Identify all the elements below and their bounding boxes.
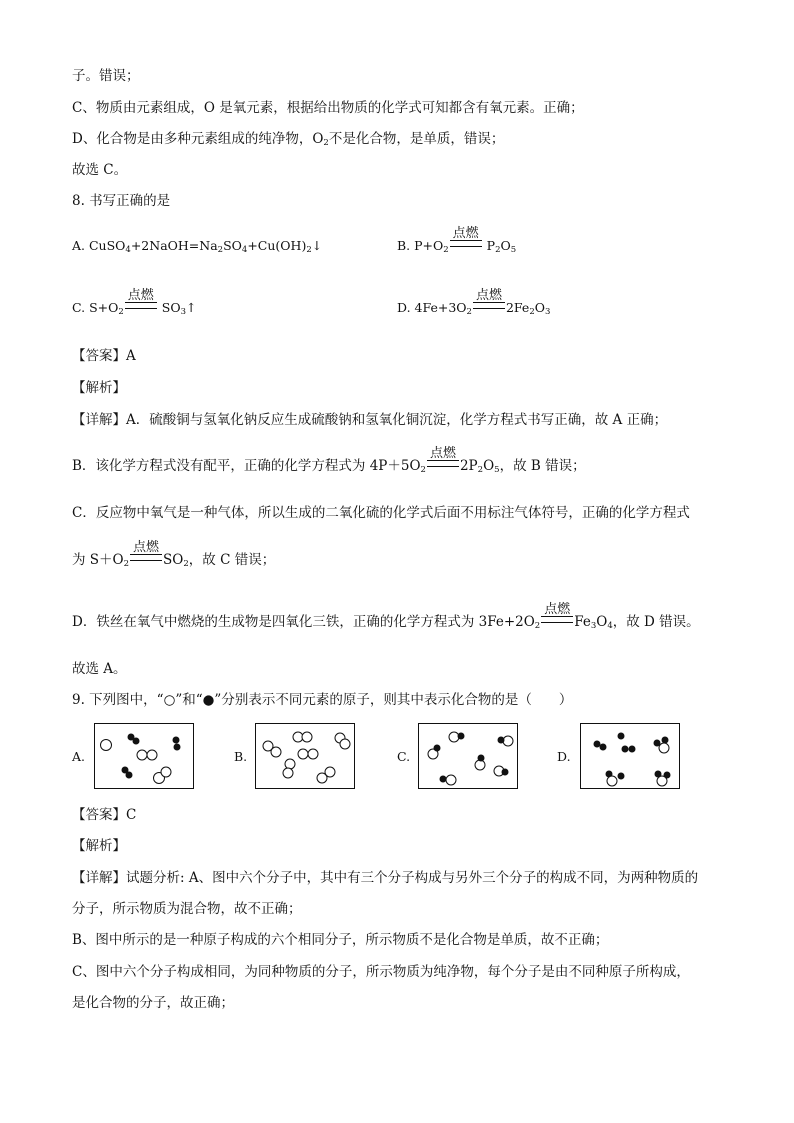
text-run: SO <box>163 552 184 568</box>
subscript: 3 <box>180 307 186 317</box>
condition-label: 点燃 <box>429 446 456 461</box>
reaction-condition <box>540 602 574 632</box>
text-run: +2NaOH=Na <box>130 238 218 253</box>
reaction-condition <box>472 288 506 315</box>
detail-line <box>72 446 586 480</box>
text-run: SO <box>161 300 181 315</box>
option-d <box>397 288 551 317</box>
detail-line: C．反应物中氧气是一种气体，所以生成的二氧化硫的化学式后面不用标注气体符号，正确的化学方程式 <box>72 505 690 521</box>
subscript: 2 <box>118 307 124 317</box>
condition-label: 点燃 <box>133 540 160 555</box>
text-run: ↑ <box>186 300 197 315</box>
text-run: D、化合物是由多种元素组成的纯净物，O <box>72 131 324 147</box>
subscript: 4 <box>241 245 248 255</box>
text-run: 不是化合物，是单质，错误； <box>328 131 505 147</box>
reaction-condition <box>449 226 483 253</box>
text-run: A. CuSO <box>72 238 126 253</box>
text-run: 2P <box>459 458 478 474</box>
option-b <box>397 226 517 255</box>
text-run: SO <box>223 238 242 253</box>
detail-line: 【详解】A．硫酸铜与氢氧化钠反应生成硫酸钠和氢氧化铜沉淀，化学方程式书写正确，故 A 正确； <box>72 412 668 428</box>
condition-label: 点燃 <box>475 288 502 303</box>
text-run: O <box>534 300 545 315</box>
text-run: ，故 B 错误； <box>499 458 586 474</box>
text-run: C. S+O <box>72 300 119 315</box>
detail-line <box>72 602 700 636</box>
reaction-condition <box>124 288 158 315</box>
text-run: P <box>486 238 496 253</box>
text-line: 故选 A。 <box>72 661 127 677</box>
text-run: B. P+O <box>397 238 444 253</box>
molecule-diagram <box>256 724 356 790</box>
equals-sign <box>473 302 505 309</box>
text-line <box>72 129 504 153</box>
subscript: 2 <box>466 307 472 317</box>
text-run: D. 4Fe+3O <box>397 300 467 315</box>
question-8-stem: 8. 书写正确的是 <box>72 193 171 209</box>
detail-line <box>72 540 276 574</box>
molecule-diagram-a <box>94 723 194 789</box>
option-label: B. <box>234 749 248 764</box>
option-a <box>72 238 322 255</box>
text-line: 故选 C。 <box>72 162 128 178</box>
condition-label: 点燃 <box>127 288 154 303</box>
molecule-diagram <box>581 724 689 790</box>
text-run: ↓ <box>311 238 323 253</box>
molecule-diagram-d <box>580 723 680 789</box>
subscript: 2 <box>420 465 426 475</box>
molecule-diagram-b <box>255 723 355 789</box>
equals-sign <box>125 302 157 309</box>
equals-sign <box>450 240 482 247</box>
detail-line: B、图中所示的是一种原子构成的六个相同分子，所示物质不是化合物是单质，故不正确； <box>72 932 609 948</box>
detail-line: 【详解】试题分析: A、图中六个分子中，其中有三个分子构成与另外三个分子的构成不同，为两种物质的 <box>72 870 699 886</box>
text-run: ，故 C 错误； <box>188 552 276 568</box>
option-label: D. <box>557 749 571 764</box>
subscript: 2 <box>529 307 535 317</box>
subscript: 2 <box>323 138 329 148</box>
reaction-condition <box>129 540 163 570</box>
detail-line: 是化合物的分子，故正确； <box>72 995 234 1011</box>
text-run: D．铁丝在氧气中燃烧的生成物是四氧化三铁，正确的化学方程式为 3Fe+2O <box>72 614 535 630</box>
molecule-diagram <box>419 724 519 790</box>
condition-label: 点燃 <box>544 602 571 617</box>
detail-line: C、图中六个分子构成相同，为同种物质的分子，所示物质为纯净物，每个分子是由不同种原子所构成， <box>72 964 690 980</box>
text-run: 2Fe <box>505 300 530 315</box>
subscript: 2 <box>123 559 130 569</box>
text-run: ，故 D 错误。 <box>612 614 700 630</box>
subscript: 3 <box>590 621 597 631</box>
text-run: O <box>596 614 608 630</box>
text-line: C、物质由元素组成，O 是氧元素，根据给出物质的化学式可知都含有氧元素。正确； <box>72 100 584 116</box>
subscript: 2 <box>477 465 484 475</box>
analysis-label: 【解析】 <box>72 838 126 854</box>
condition-label: 点燃 <box>452 226 479 241</box>
option-label: A. <box>72 749 86 764</box>
subscript: 4 <box>607 621 613 631</box>
subscript: 2 <box>183 559 189 569</box>
question-9-stem: 9. 下列图中，“○”和“●”分别表示不同元素的原子，则其中表示化合物的是（ ） <box>72 692 573 708</box>
text-line: 子。错误； <box>72 68 140 84</box>
text-run: B．该化学方程式没有配平，正确的化学方程式为 4P＋5O <box>72 458 421 474</box>
analysis-label: 【解析】 <box>72 380 126 396</box>
text-run: Fe <box>574 614 591 630</box>
option-c <box>72 288 197 317</box>
subscript: 5 <box>510 245 517 255</box>
subscript: 2 <box>495 245 501 255</box>
subscript: 2 <box>534 621 541 631</box>
answer-label: 【答案】C <box>72 807 137 823</box>
molecule-diagram <box>95 724 195 790</box>
text-run: +Cu(OH) <box>247 238 307 253</box>
subscript: 2 <box>217 245 224 255</box>
subscript: 2 <box>306 245 312 255</box>
subscript: 3 <box>544 307 551 317</box>
option-label: C. <box>397 749 411 764</box>
molecule-diagram-c <box>418 723 518 789</box>
text-run: 为 S＋O <box>72 552 124 568</box>
detail-line: 分子，所示物质为混合物，故不正确； <box>72 901 302 917</box>
text-run: O <box>483 458 495 474</box>
answer-label: 【答案】A <box>72 348 136 364</box>
text-run: O <box>500 238 511 253</box>
subscript: 4 <box>125 245 131 255</box>
subscript: 5 <box>494 465 500 475</box>
subscript: 2 <box>443 245 449 255</box>
reaction-condition <box>426 446 460 476</box>
